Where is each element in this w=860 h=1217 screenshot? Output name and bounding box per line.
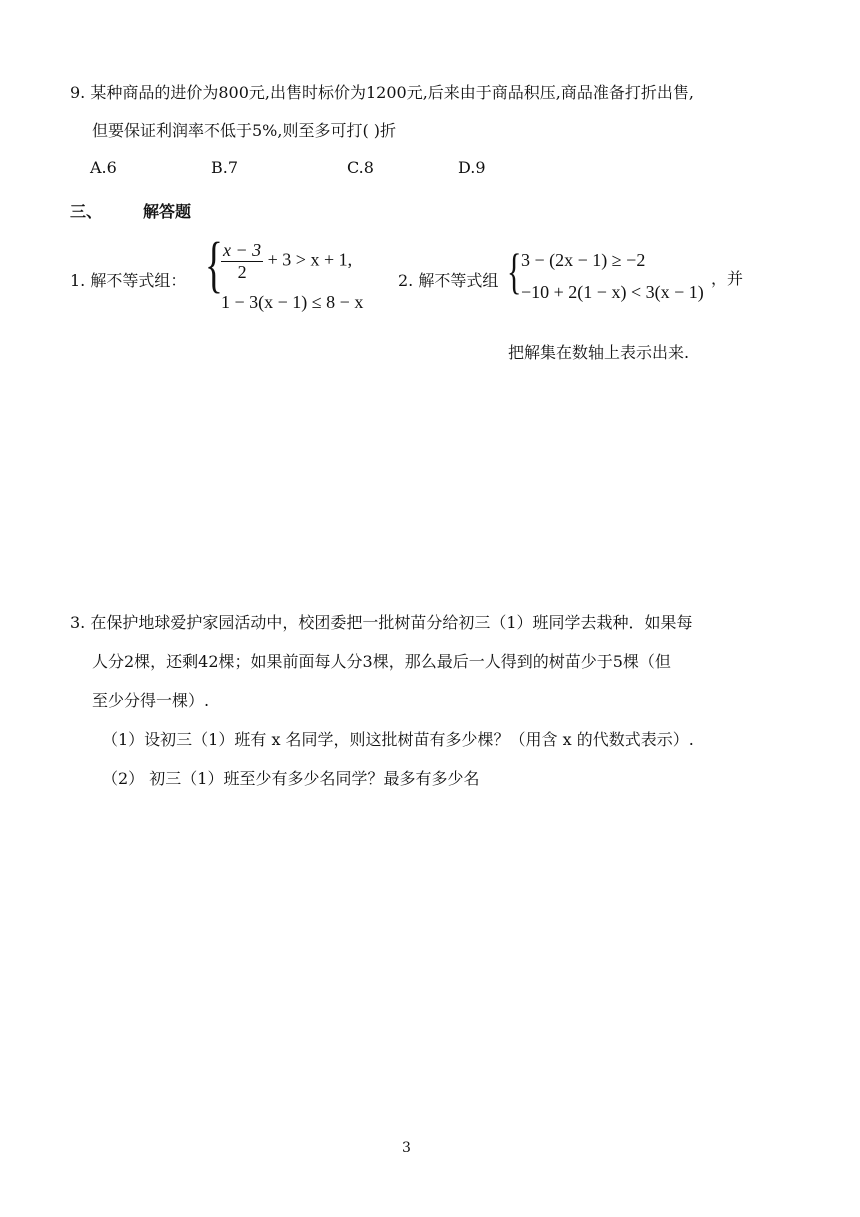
section-title: 解答题 xyxy=(143,202,192,221)
section-number: 三、 xyxy=(70,202,103,221)
page-number: 3 xyxy=(402,1140,411,1156)
q9-option-a: A.6 xyxy=(90,158,117,177)
problem2-eq1: 3 − (2x − 1) ≥ −2 xyxy=(521,250,646,270)
problem3-sub1: （1）设初三（1）班有 x 名同学，则这批树苗有多少棵？（用含 x 的代数式表示）. xyxy=(102,730,694,749)
problem3-sub2: （2） 初三（1）班至少有多少名同学？最多有多少名 xyxy=(102,769,480,788)
q9-line1 xyxy=(70,80,694,103)
problem2-line2: 把解集在数轴上表示出来. xyxy=(508,343,690,362)
problem1-brace: { xyxy=(205,231,223,299)
problem3-line1: 3. 在保护地球爱护家园活动中，校团委把一批树苗分给初三（1）班同学去栽种．如果每 xyxy=(70,613,693,632)
problem1-fraction-numerator: x − 3 xyxy=(223,240,262,260)
problem1-eq2: 1 − 3(x − 1) ≤ 8 − x xyxy=(221,292,364,312)
problem2-eq2: −10 + 2(1 − x) < 3(x − 1) xyxy=(521,282,704,302)
q9-text-line1: 某种商品的进价为800元,出售时标价为1200元,后来由于商品积压,商品准备打折出售, xyxy=(90,83,694,102)
problem1-eq1-rest: + 3 > x + 1, xyxy=(267,249,353,270)
problem1-fraction-denominator: 2 xyxy=(237,261,247,282)
problem2-label: 2. 解不等式组 xyxy=(398,271,499,290)
q9-option-b: B.7 xyxy=(211,158,239,177)
q9-number: 9. xyxy=(70,83,86,102)
problem2-suffix: ，并 xyxy=(711,269,744,288)
problem2-brace: { xyxy=(507,243,522,299)
q9-option-c: C.8 xyxy=(347,158,374,177)
problem1-eq1 xyxy=(221,240,352,282)
problem1-fraction xyxy=(221,240,263,282)
problem1-label: 1. 解不等式组： xyxy=(70,271,187,290)
q9-text-line2: 但要保证利润率不低于5%,则至多可打( )折 xyxy=(92,121,397,140)
problem3-line3: 至少分得一棵）. xyxy=(92,691,210,710)
q9-option-d: D.9 xyxy=(458,158,486,177)
problem3-line2: 人分2棵，还剩42棵；如果前面每人分3棵，那么最后一人得到的树苗少于5棵（但 xyxy=(92,652,671,671)
